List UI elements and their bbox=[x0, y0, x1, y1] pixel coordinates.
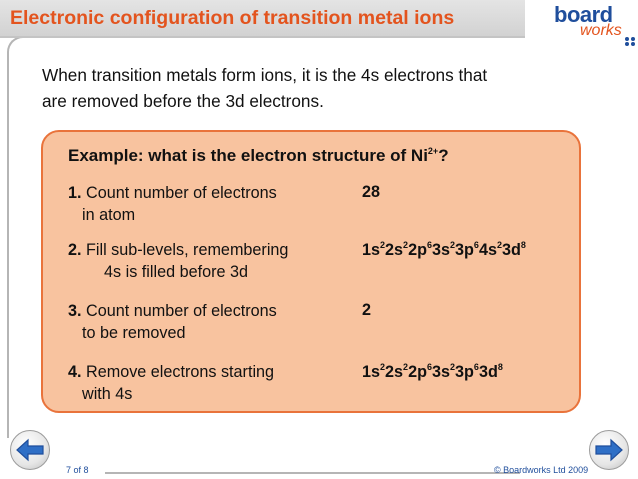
orbital-label: 3s bbox=[431, 363, 450, 381]
charge-superscript: 2+ bbox=[427, 146, 439, 156]
electron-count-superscript: 6 bbox=[426, 240, 432, 250]
electron-count-superscript: 2 bbox=[403, 362, 409, 372]
example-box bbox=[41, 130, 581, 413]
slide-title: Electronic configuration of transition metal ions bbox=[10, 7, 455, 29]
orbital-label: 3s bbox=[431, 241, 450, 259]
orbital-label: 2p bbox=[408, 363, 427, 381]
copyright-notice: © Boardworks Ltd 2009 bbox=[494, 465, 589, 475]
electron-count-superscript: 8 bbox=[520, 240, 526, 250]
electron-count-superscript: 2 bbox=[450, 362, 456, 372]
orbital-label: 4s bbox=[478, 241, 497, 259]
step-4: 4. Remove electrons starting with 4s bbox=[68, 363, 275, 403]
title-bar bbox=[0, 0, 525, 38]
electron-count-superscript: 2 bbox=[496, 240, 502, 250]
orbital-label: 1s bbox=[362, 363, 381, 381]
arrow-right-icon bbox=[594, 437, 624, 463]
orbital-label: 2s bbox=[385, 363, 404, 381]
intro-text bbox=[42, 62, 622, 114]
arrow-left-icon bbox=[15, 437, 45, 463]
orbital-label: 1s bbox=[362, 241, 381, 259]
orbital-label: 3p bbox=[455, 241, 474, 259]
orbital-label: 3d bbox=[501, 241, 521, 259]
electron-count-superscript: 6 bbox=[473, 362, 479, 372]
orbital-label: 2s bbox=[385, 241, 404, 259]
step-2-result bbox=[362, 240, 526, 260]
orbital-label: 3p bbox=[455, 363, 474, 381]
electron-count-superscript: 2 bbox=[450, 240, 456, 250]
example-heading: Example: what is the electron structure of $Ni^{2+}$? bbox=[68, 146, 449, 165]
step-1: 1. Count number of electrons in atom bbox=[68, 184, 277, 224]
electron-count-superscript: 2 bbox=[403, 240, 409, 250]
logo-works-text: works bbox=[580, 22, 622, 39]
step-3-result: 2 bbox=[362, 301, 372, 319]
step-1-result: 28 bbox=[362, 183, 381, 201]
electron-count-superscript: 8 bbox=[497, 362, 503, 372]
electron-count-superscript: 2 bbox=[380, 240, 386, 250]
logo-dots-icon bbox=[624, 36, 638, 46]
page-number: 7 of 8 bbox=[66, 465, 89, 475]
previous-slide-button[interactable] bbox=[10, 430, 50, 470]
boardworks-logo bbox=[540, 0, 638, 46]
next-slide-button[interactable] bbox=[589, 430, 629, 470]
logo-board-text: board bbox=[554, 2, 613, 27]
intro-line-1: When transition metals form ions, it is the 4s electrons that bbox=[42, 65, 488, 85]
electron-count-superscript: 6 bbox=[473, 240, 479, 250]
step-2: 2. Fill sub-levels, remembering 4s is filled before 3d bbox=[68, 241, 289, 281]
orbital-label: 3d bbox=[478, 363, 498, 381]
step-3: 3. Count number of electrons to be removed bbox=[68, 302, 277, 342]
intro-line-2: are removed before the 3d electrons. bbox=[42, 91, 324, 111]
step-4-result bbox=[362, 362, 503, 382]
orbital-label: 2p bbox=[408, 241, 427, 259]
footer-divider bbox=[105, 472, 520, 474]
electron-count-superscript: 2 bbox=[380, 362, 386, 372]
slide-frame bbox=[7, 36, 25, 438]
electron-count-superscript: 6 bbox=[426, 362, 432, 372]
